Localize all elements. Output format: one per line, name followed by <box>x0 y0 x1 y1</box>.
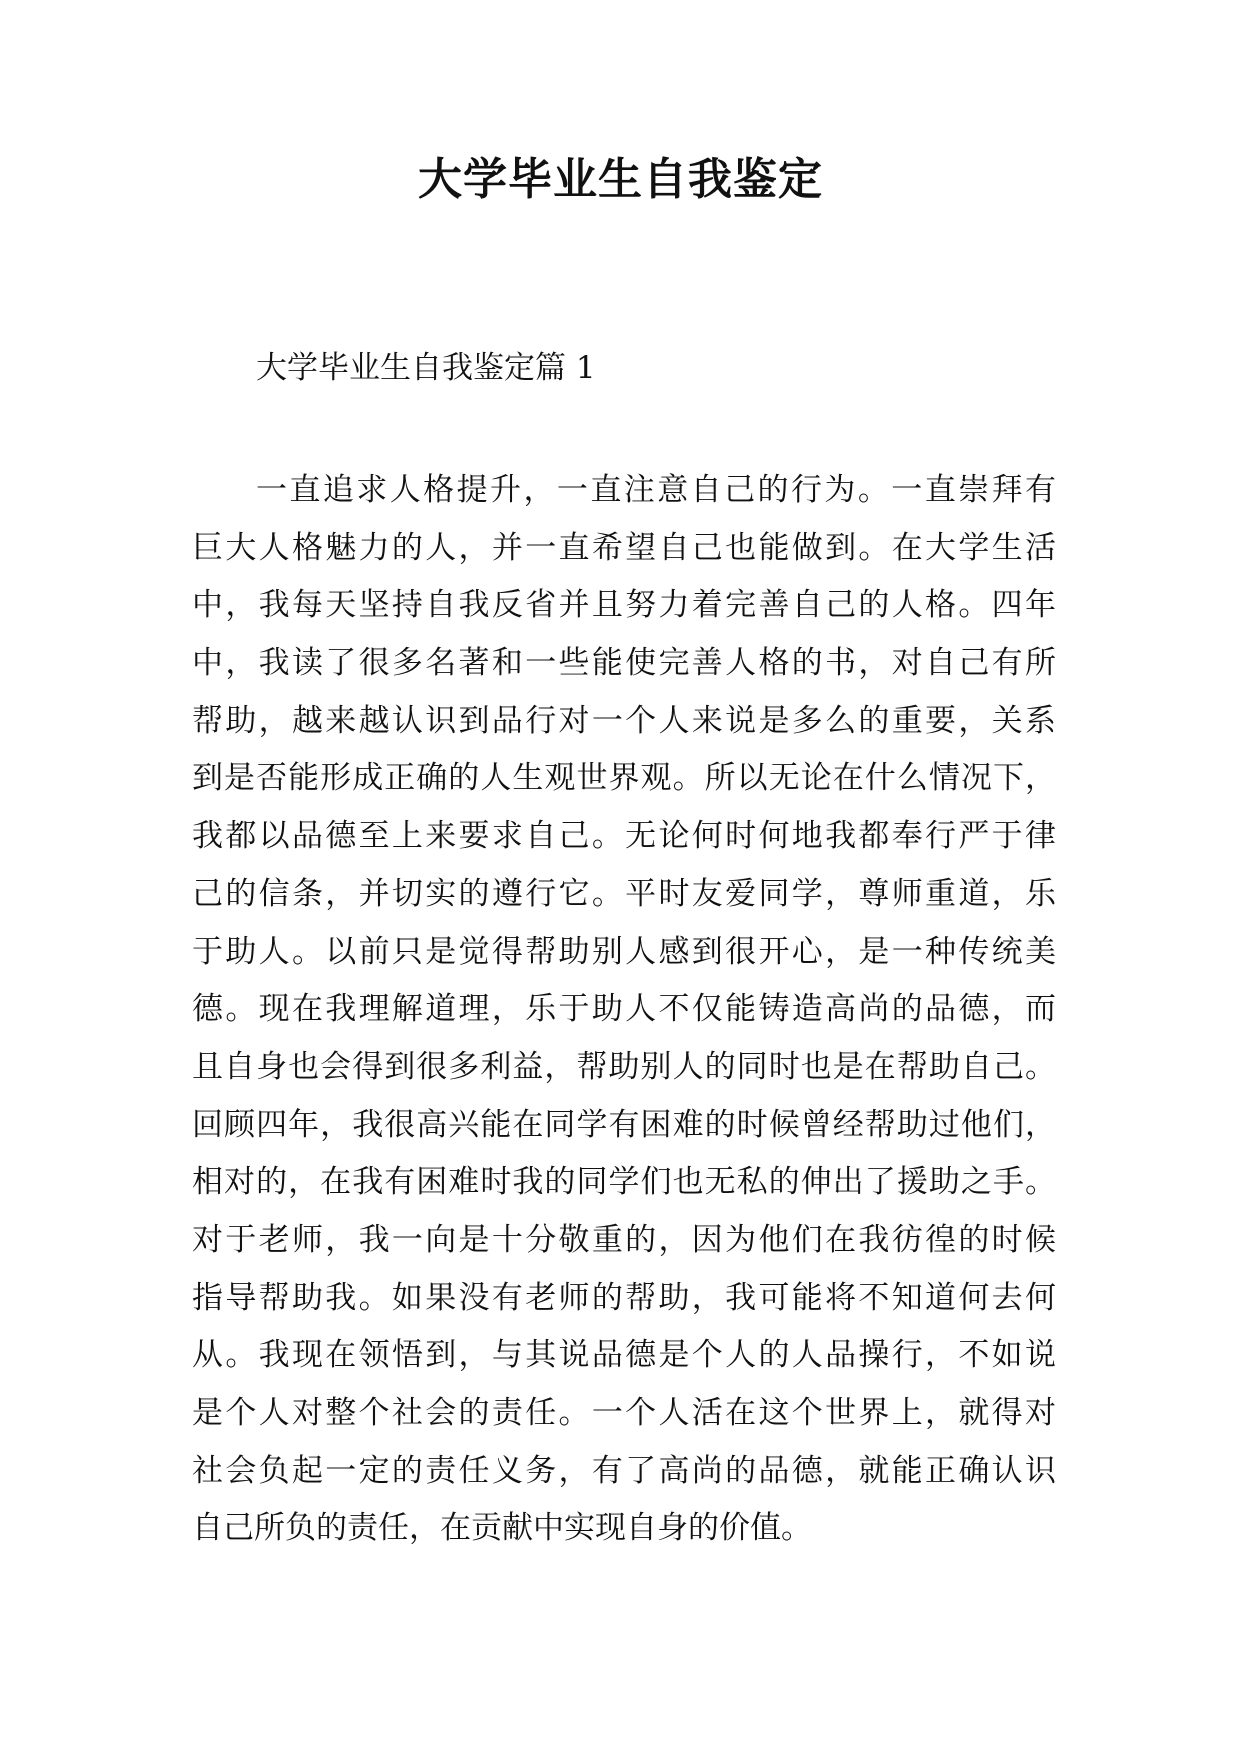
paragraph-line: 我都以品德至上来要求自己。无论何时何地我都奉行严于律 <box>192 818 1056 855</box>
paragraph-line: 指导帮助我。如果没有老师的帮助，我可能将不知道何去何 <box>192 1279 1056 1316</box>
document-title: 大学毕业生自我鉴定 <box>418 154 823 205</box>
paragraph-line: 自己所负的责任，在贡献中实现自身的价值。 <box>192 1510 812 1547</box>
body-paragraph <box>192 462 1056 1558</box>
paragraph-line: 对于老师，我一向是十分敬重的，因为他们在我彷徨的时候 <box>192 1221 1056 1258</box>
paragraph-line: 帮助，越来越认识到品行对一个人来说是多么的重要，关系 <box>192 702 1056 739</box>
paragraph-line: 一直追求人格提升，一直注意自己的行为。一直崇拜有 <box>256 472 1056 508</box>
paragraph-line: 相对的，在我有困难时我的同学们也无私的伸出了援助之手。 <box>192 1164 1056 1201</box>
paragraph-line: 回顾四年，我很高兴能在同学有困难的时候曾经帮助过他们， <box>192 1106 1056 1143</box>
paragraph-line: 中，我读了很多名著和一些能使完善人格的书，对自己有所 <box>192 645 1056 682</box>
paragraph-line: 于助人。以前只是觉得帮助别人感到很开心，是一种传统美 <box>192 933 1056 970</box>
paragraph-line: 巨大人格魅力的人，并一直希望自己也能做到。在大学生活 <box>192 529 1056 566</box>
paragraph-line: 德。现在我理解道理，乐于助人不仅能铸造高尚的品德，而 <box>192 991 1056 1028</box>
paragraph-line: 从。我现在领悟到，与其说品德是个人的人品操行，不如说 <box>192 1337 1056 1374</box>
paragraph-line: 社会负起一定的责任义务，有了高尚的品德，就能正确认识 <box>192 1452 1056 1489</box>
paragraph-line: 己的信条，并切实的遵行它。平时友爱同学，尊师重道，乐 <box>192 875 1056 912</box>
section-heading: 大学毕业生自我鉴定篇 1 <box>256 350 596 386</box>
paragraph-line: 到是否能形成正确的人生观世界观。所以无论在什么情况下， <box>192 760 1056 797</box>
paragraph-line: 是个人对整个社会的责任。一个人活在这个世界上，就得对 <box>192 1395 1056 1431</box>
paragraph-line: 且自身也会得到很多利益，帮助别人的同时也是在帮助自己。 <box>192 1048 1056 1085</box>
paragraph-line: 中，我每天坚持自我反省并且努力着完善自己的人格。四年 <box>192 587 1056 624</box>
